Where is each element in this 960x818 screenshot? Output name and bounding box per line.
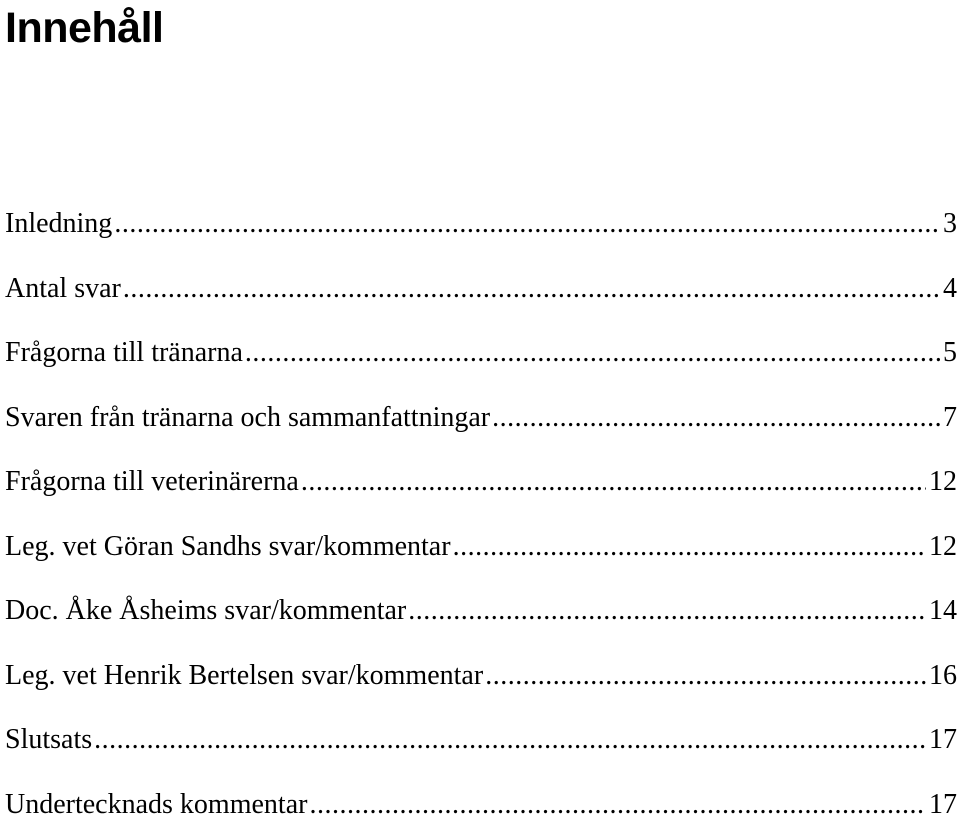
toc-leader-dots	[123, 269, 940, 309]
toc-entry[interactable]	[5, 398, 957, 463]
toc-entry-page: 12	[929, 466, 957, 497]
toc-entry[interactable]	[5, 204, 957, 269]
toc-leader-dots	[309, 785, 926, 818]
toc-leader-dots	[492, 398, 940, 438]
toc-entry-page: 17	[929, 788, 957, 818]
toc-entry-page: 17	[929, 724, 957, 755]
toc-leader-dots	[453, 527, 926, 567]
toc-leader-dots	[94, 720, 926, 760]
toc-leader-dots	[114, 204, 940, 244]
toc-entry-page: 3	[943, 208, 957, 239]
toc-leader-dots	[301, 462, 926, 502]
toc-entry[interactable]	[5, 269, 957, 334]
toc-entry-title: Inledning	[5, 208, 113, 239]
toc-entry-title: Leg. vet Göran Sandhs svar/kommentar	[5, 530, 451, 562]
toc-leader-dots	[485, 656, 926, 696]
toc-entry-page: 7	[943, 401, 957, 433]
toc-entry-page: 16	[929, 659, 957, 691]
toc-entry[interactable]	[5, 720, 957, 785]
toc-leader-dots	[408, 591, 926, 631]
toc-entry[interactable]	[5, 785, 957, 818]
toc-entry[interactable]	[5, 462, 957, 527]
page-title: Innehåll	[5, 4, 164, 52]
toc-entry-title: Svaren från tränarna och sammanfattningar	[5, 401, 491, 433]
toc-entry-title: Undertecknads kommentar	[5, 788, 308, 818]
table-of-contents	[5, 204, 957, 818]
toc-entry-page: 5	[943, 337, 957, 368]
toc-entry-title: Frågorna till tränarna	[5, 337, 243, 368]
toc-entry-title: Frågorna till veterinärerna	[5, 466, 299, 497]
toc-entry[interactable]	[5, 656, 957, 721]
toc-entry[interactable]	[5, 591, 957, 656]
toc-entry-title: Antal svar	[5, 272, 121, 304]
toc-entry-page: 14	[929, 595, 957, 626]
toc-entry-title: Doc. Åke Åsheims svar/kommentar	[5, 595, 407, 626]
toc-entry[interactable]	[5, 333, 957, 398]
toc-entry-title: Slutsats	[5, 724, 93, 755]
toc-leader-dots	[245, 333, 940, 373]
toc-entry-page: 12	[929, 530, 957, 562]
toc-entry-title: Leg. vet Henrik Bertelsen svar/kommentar	[5, 659, 484, 691]
toc-entry[interactable]	[5, 527, 957, 592]
toc-entry-page: 4	[943, 272, 957, 304]
